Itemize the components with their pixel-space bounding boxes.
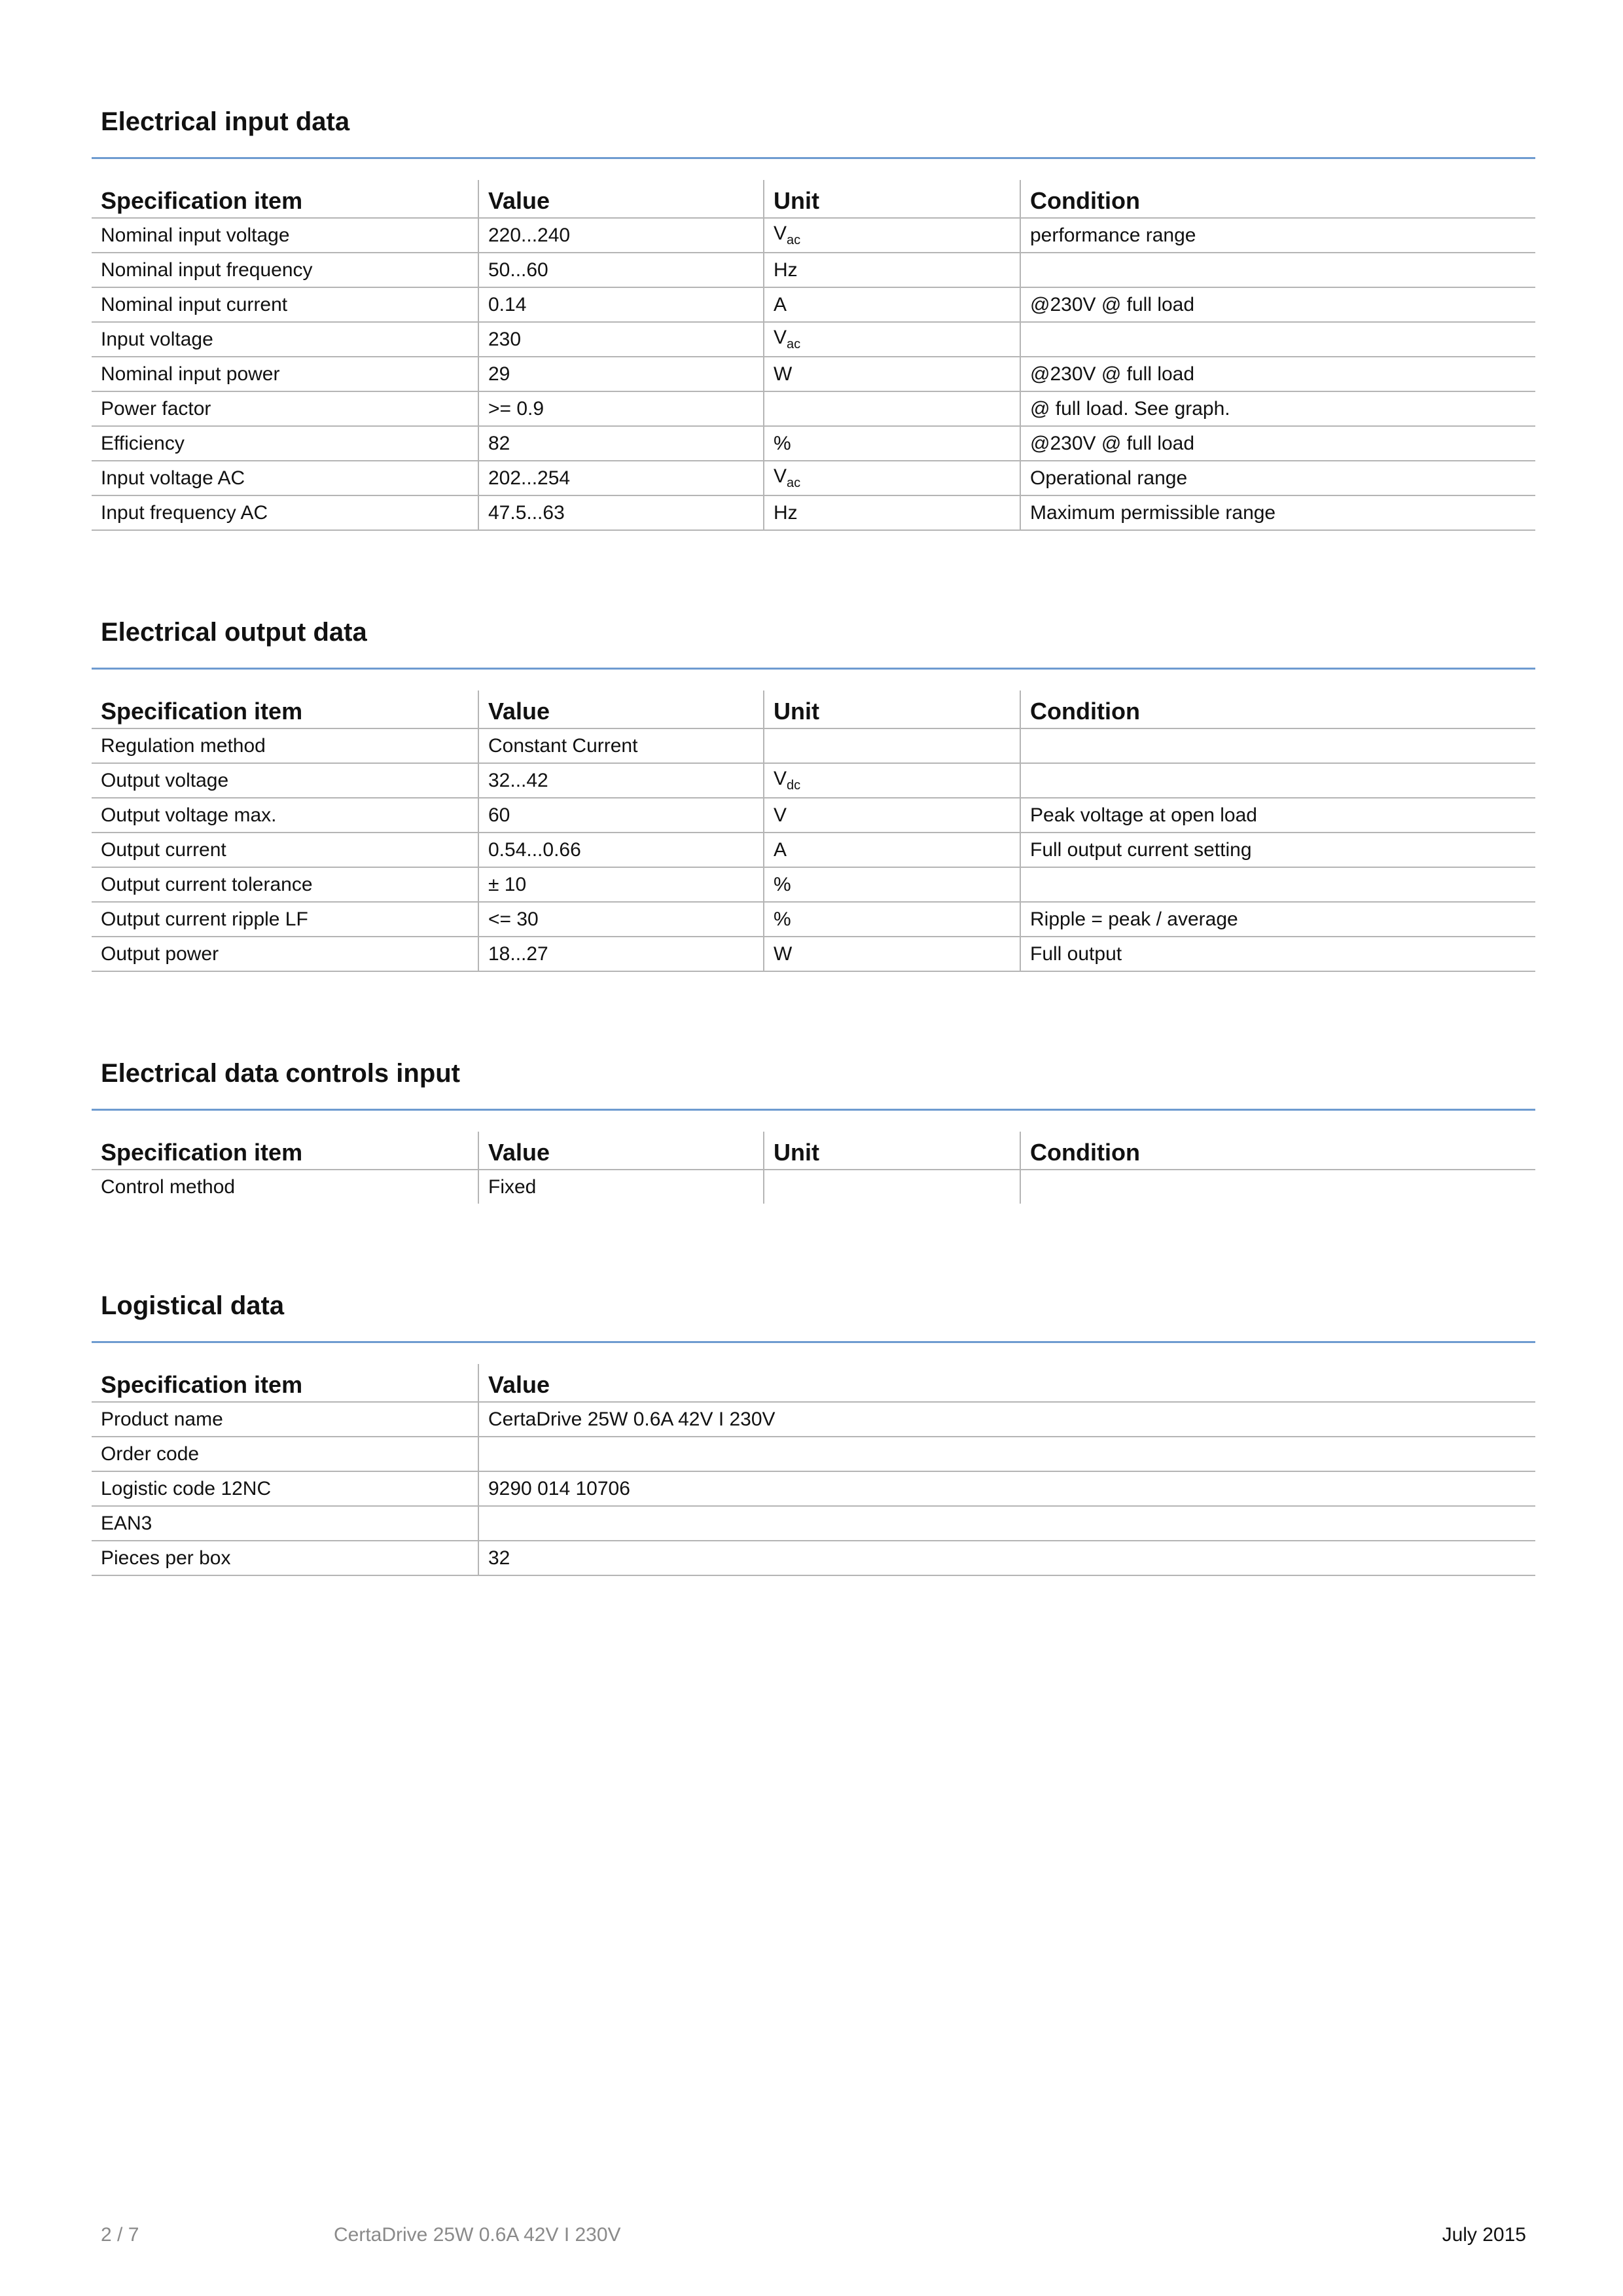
spec-table: [92, 1364, 1535, 1576]
unit-cell: [764, 461, 1020, 495]
table-row: [92, 1402, 1535, 1437]
table-row: [92, 728, 1535, 763]
spec-item-cell: Nominal input power: [92, 357, 478, 391]
condition-cell: [1020, 763, 1535, 798]
spec-item-cell: Output current: [92, 833, 478, 867]
table-row: [92, 495, 1535, 530]
column-header: Value: [478, 1364, 1535, 1402]
unit-cell: [764, 426, 1020, 461]
spec-item-cell: Output voltage: [92, 763, 478, 798]
spec-item-cell: Control method: [101, 1175, 236, 1198]
table-row: [92, 763, 1535, 798]
unit-cell: [764, 902, 1020, 937]
table-row: [92, 426, 1535, 461]
value-cell: Fixed: [478, 1170, 764, 1204]
unit-symbol: V: [774, 768, 787, 789]
unit-subscript: ac: [787, 233, 801, 247]
spec-item-cell: Input voltage AC: [92, 461, 478, 495]
spec-item-cell: Product name: [92, 1402, 478, 1437]
condition-cell: Ripple = peak / average: [1020, 902, 1535, 937]
unit-cell: [764, 322, 1020, 357]
table-row: [92, 833, 1535, 867]
condition-cell: performance range: [1020, 218, 1535, 253]
condition-cell: [1020, 322, 1535, 357]
section-electrical-input: [92, 103, 1535, 531]
spec-item-cell: Output power: [92, 937, 478, 971]
table-row: [92, 902, 1535, 937]
table-row: [92, 867, 1535, 902]
condition-cell: [1020, 253, 1535, 287]
table-row: [92, 1170, 1535, 1204]
value-cell: [478, 1506, 1535, 1541]
column-header: Specification item: [92, 180, 478, 218]
value-cell: 0.54...0.66: [478, 833, 764, 867]
spec-item-cell: Output voltage max.: [92, 798, 478, 833]
spec-item-cell: Nominal input voltage: [92, 218, 478, 253]
column-header: Unit: [764, 691, 1020, 728]
unit-cell: [764, 833, 1020, 867]
unit-cell: [764, 391, 1020, 426]
unit-symbol: V: [774, 804, 787, 826]
column-header: Condition: [1020, 180, 1535, 218]
unit-symbol: V: [774, 327, 787, 348]
spec-item-cell: Output current ripple LF: [92, 902, 478, 937]
table-row: [92, 1506, 1535, 1541]
section-title: Electrical input data: [101, 107, 350, 136]
value-cell: 29: [478, 357, 764, 391]
footer-product-name: CertaDrive 25W 0.6A 42V I 230V: [334, 2224, 621, 2246]
unit-symbol: A: [774, 838, 787, 861]
condition-cell: [1020, 1170, 1535, 1204]
unit-subscript: ac: [787, 476, 801, 490]
table-row: [92, 253, 1535, 287]
unit-symbol: W: [774, 363, 793, 385]
spec-item-cell: Nominal input frequency: [92, 253, 478, 287]
footer-page-number: 2 / 7: [101, 2224, 139, 2246]
table-row: [92, 287, 1535, 322]
column-header: Unit: [764, 1132, 1020, 1170]
section-divider: [92, 668, 1535, 670]
value-cell: 32...42: [478, 763, 764, 798]
unit-cell: [764, 798, 1020, 833]
unit-symbol: %: [774, 873, 791, 895]
value-cell: [478, 1437, 1535, 1471]
unit-cell: [764, 867, 1020, 902]
column-header: Specification item: [92, 1132, 478, 1170]
unit-cell: [764, 218, 1020, 253]
spec-item-cell: Power factor: [92, 391, 478, 426]
value-cell: 18...27: [478, 937, 764, 971]
column-header: Value: [478, 691, 764, 728]
value-cell: 32: [478, 1541, 1535, 1575]
spec-item-cell: Output current tolerance: [92, 867, 478, 902]
section-controls-input: [92, 1055, 1535, 1204]
value-cell: 60: [478, 798, 764, 833]
unit-cell: [764, 253, 1020, 287]
spec-item-cell: Nominal input current: [92, 287, 478, 322]
section-divider: [92, 1109, 1535, 1111]
spec-table: [92, 1132, 1535, 1204]
section-title: Logistical data: [101, 1291, 285, 1320]
value-cell: 9290 014 10706: [478, 1471, 1535, 1506]
spec-item-cell: Input frequency AC: [92, 495, 478, 530]
table-row: [92, 461, 1535, 495]
spec-item-cell: EAN3: [92, 1506, 478, 1541]
value-cell: Constant Current: [478, 728, 764, 763]
unit-cell: [764, 763, 1020, 798]
unit-symbol: V: [774, 223, 787, 244]
value-cell: ± 10: [478, 867, 764, 902]
table-row: [92, 937, 1535, 971]
unit-cell: [764, 728, 1020, 763]
unit-cell: [764, 937, 1020, 971]
condition-cell: Full output current setting: [1020, 833, 1535, 867]
spec-item-cell: Input voltage: [92, 322, 478, 357]
unit-subscript: dc: [787, 778, 801, 793]
section-logistical: [92, 1287, 1535, 1576]
table-row: [92, 1541, 1535, 1575]
unit-subscript: ac: [787, 337, 801, 351]
condition-cell: Maximum permissible range: [1020, 495, 1535, 530]
value-cell: 47.5...63: [478, 495, 764, 530]
table-row: [92, 1471, 1535, 1506]
section-divider: [92, 1341, 1535, 1343]
column-header: Specification item: [92, 691, 478, 728]
value-cell: 82: [478, 426, 764, 461]
spec-item-cell: Efficiency: [92, 426, 478, 461]
section-title: Electrical data controls input: [101, 1059, 461, 1088]
condition-cell: [1020, 728, 1535, 763]
column-header: Condition: [1020, 691, 1535, 728]
column-header: Value: [478, 180, 764, 218]
value-cell: 50...60: [478, 253, 764, 287]
column-header: Unit: [764, 180, 1020, 218]
section-electrical-output: [92, 614, 1535, 972]
condition-cell: @230V @ full load: [1020, 426, 1535, 461]
footer-date: July 2015: [1442, 2224, 1526, 2246]
condition-cell: Peak voltage at open load: [1020, 798, 1535, 833]
condition-cell: Full output: [1020, 937, 1535, 971]
unit-symbol: W: [774, 942, 793, 965]
value-cell: >= 0.9: [478, 391, 764, 426]
unit-cell: [764, 287, 1020, 322]
table-header-row: [92, 691, 1535, 728]
table-header-row: [92, 180, 1535, 218]
spec-item-cell: Order code: [92, 1437, 478, 1471]
spec-table: [92, 691, 1535, 972]
spec-item-cell: Regulation method: [92, 728, 478, 763]
unit-symbol: V: [774, 465, 787, 487]
condition-cell: [1020, 867, 1535, 902]
spec-item-cell: Pieces per box: [92, 1541, 478, 1575]
table-row: [92, 1437, 1535, 1471]
unit-cell: [764, 357, 1020, 391]
table-row: [92, 391, 1535, 426]
condition-cell: Operational range: [1020, 461, 1535, 495]
column-header: Value: [478, 1132, 764, 1170]
unit-cell: [764, 1170, 1020, 1204]
table-header-row: [92, 1364, 1535, 1402]
table-row: [92, 218, 1535, 253]
column-header: Specification item: [92, 1364, 478, 1402]
value-cell: <= 30: [478, 902, 764, 937]
table-row: [92, 798, 1535, 833]
column-header: Condition: [1020, 1132, 1535, 1170]
value-cell: 220...240: [478, 218, 764, 253]
spec-table: [92, 180, 1535, 531]
condition-cell: @ full load. See graph.: [1020, 391, 1535, 426]
condition-cell: @230V @ full load: [1020, 287, 1535, 322]
table-header-row: [92, 1132, 1535, 1170]
unit-cell: [764, 495, 1020, 530]
table-row: [92, 322, 1535, 357]
unit-symbol: Hz: [774, 259, 798, 281]
value-cell: 230: [478, 322, 764, 357]
condition-cell: @230V @ full load: [1020, 357, 1535, 391]
section-divider: [92, 157, 1535, 159]
unit-symbol: Hz: [774, 501, 798, 524]
section-title: Electrical output data: [101, 618, 367, 647]
unit-symbol: A: [774, 293, 787, 315]
unit-symbol: %: [774, 432, 791, 454]
unit-symbol: %: [774, 908, 791, 930]
value-cell: 0.14: [478, 287, 764, 322]
table-row: [92, 357, 1535, 391]
value-cell: 202...254: [478, 461, 764, 495]
value-cell: CertaDrive 25W 0.6A 42V I 230V: [478, 1402, 1535, 1437]
spec-item-cell: Logistic code 12NC: [92, 1471, 478, 1506]
